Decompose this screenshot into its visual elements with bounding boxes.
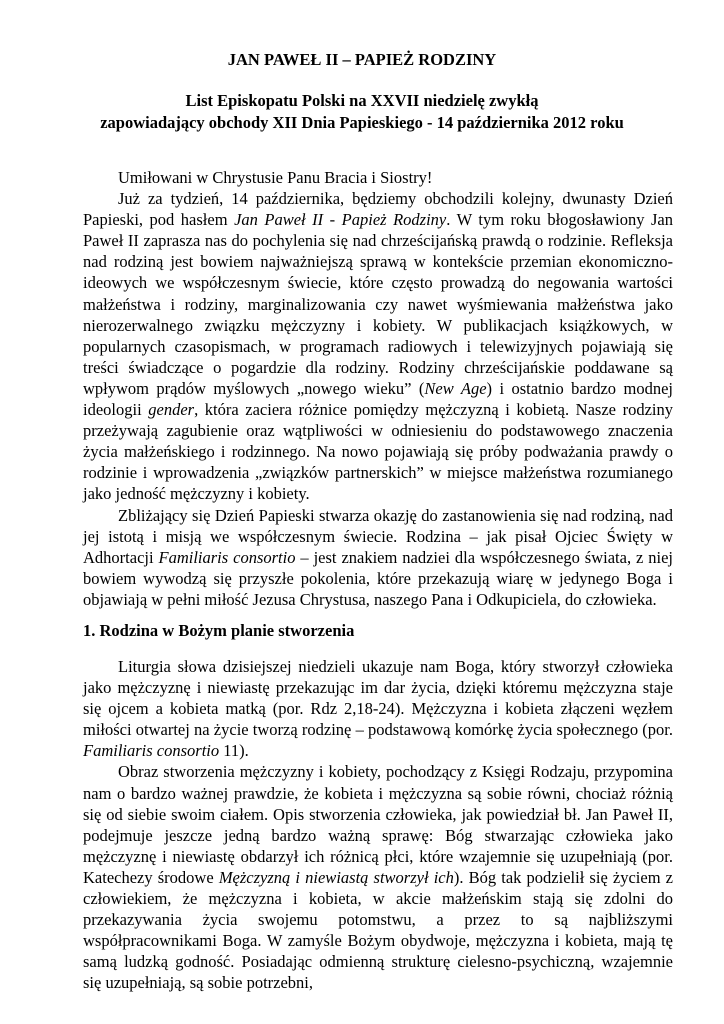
paragraph: Obraz stworzenia mężczyzny i kobiety, pochodzący z Księgi Rodzaju, przypomina nam o bardzo ważnej prawdzie, że kobieta i mężczyzna są sobie równi, chociaż różnią się od siebie swoim ciałem. Opis stworzenia człowieka, jak powiedział bł. Jan Paweł II, podejmuje jeszcze jedną bardzo ważną sprawę: Bóg stwarzając człowieka jako mężczyznę i niewiastę obdarzył ich różnicą płci, które wzajemnie się uzupełniają (por. Katechezy środowe Mężczyzną i niewiastą stworzył ich). Bóg tak podzielił się życiem z człowiekiem, że mężczyzna i kobieta, w akcie małżeńskim stają się zdolni do przekazywania życia swojemu potomstwu, a przez to są najbliższymi współpracownikami Boga. W zamyśle Bożym obydwoje, mężczyzna i kobieta, mają tę samą ludzką godność. Posiadając odmienną strukturę cielesno-psychiczną, wzajemnie się uzupełniają, są sobie potrzebni, [83,762,674,993]
section-1-body [83,656,673,994]
subtitle-line-2: zapowiadający obchody XII Dnia Papieskiego - 14 października 2012 roku [100,113,624,132]
paragraph: Liturgia słowa dzisiejszej niedzieli ukazuje nam Boga, który stworzył człowieka jako mężczyznę i niewiastę przekazując im dar życia, dzięki któremu mężczyzna staje się ojcem a kobieta matką (por. Rdz 2,18-24). Mężczyzna i kobieta złączeni węzłem miłości otwartej na życie tworzą rodzinę – podstawową komórkę życia społecznego (por. Familiaris consortio 11). [83,657,673,761]
subtitle-line-1: List Episkopatu Polski na XXVII niedzielę zwykłą [185,91,539,110]
greeting: Umiłowani w Chrystusie Panu Bracia i Siostry! [118,168,433,187]
introduction [83,167,673,610]
section-heading: 1. Rodzina w Bożym planie stworzenia [83,621,355,640]
paragraph: Zbliżający się Dzień Papieski stwarza okazję do zastanowienia się nad rodziną, nad jej istotą i misją we współczesnym świecie. Rodzina – jak pisał Ojciec Święty w Adhortacji Familiaris consortio – jest znakiem nadziei dla współczesnego świata, z niej bowiem wywodzą się przyszłe pokolenia, które przekazują wiarę w jedynego Boga i objawiają w pełni miłość Jezusa Chrystusa, naszego Pana i Odkupiciela, do człowieka. [83,505,674,609]
document-title: JAN PAWEŁ II – PAPIEŻ RODZINY [227,50,497,69]
paragraph: Już za tydzień, 14 października, będziemy obchodzili kolejny, dwunasty Dzień Papieski, pod hasłem Jan Paweł II - Papież Rodziny. W tym roku błogosławiony Jan Paweł II zaprasza nas do pochylenia się nad chrześcijańską prawdą o rodzinie. Refleksja nad rodziną jest bowiem najważniejszą sprawą w kontekście przemian ekonomiczno-ideowych we współczesnym świecie, które często prowadzą do negowania wartości małżeństwa i rodziny, marginalizowania czy nawet wyśmiewania małżeństwa jako nierozerwalnego związku mężczyzny i kobiety. W publikacjach książkowych, w popularnych czasopismach, w programach radiowych i telewizyjnych pojawiają się treści świadczące o pogardzie dla rodziny. Rodziny chrześcijańskie poddawane są wpływom prądów myślowych „nowego wieku” (New Age) i ostatnio bardzo modnej ideologii gender, która zaciera różnice pomiędzy mężczyzną i kobietą. Nasze rodziny przeżywają zagubienie oraz wątpliwości w odniesieniu do podstawowego znaczenia życia małżeńskiego i rodzinnego. Na nowo pojawiają się próby podważania prawdy o rodzinie i wprowadzenia „związków partnerskich” w miejsce małżeństwa rozumianego jako jedność mężczyzny i kobiety. [83,189,673,504]
document-subtitle [60,90,664,134]
